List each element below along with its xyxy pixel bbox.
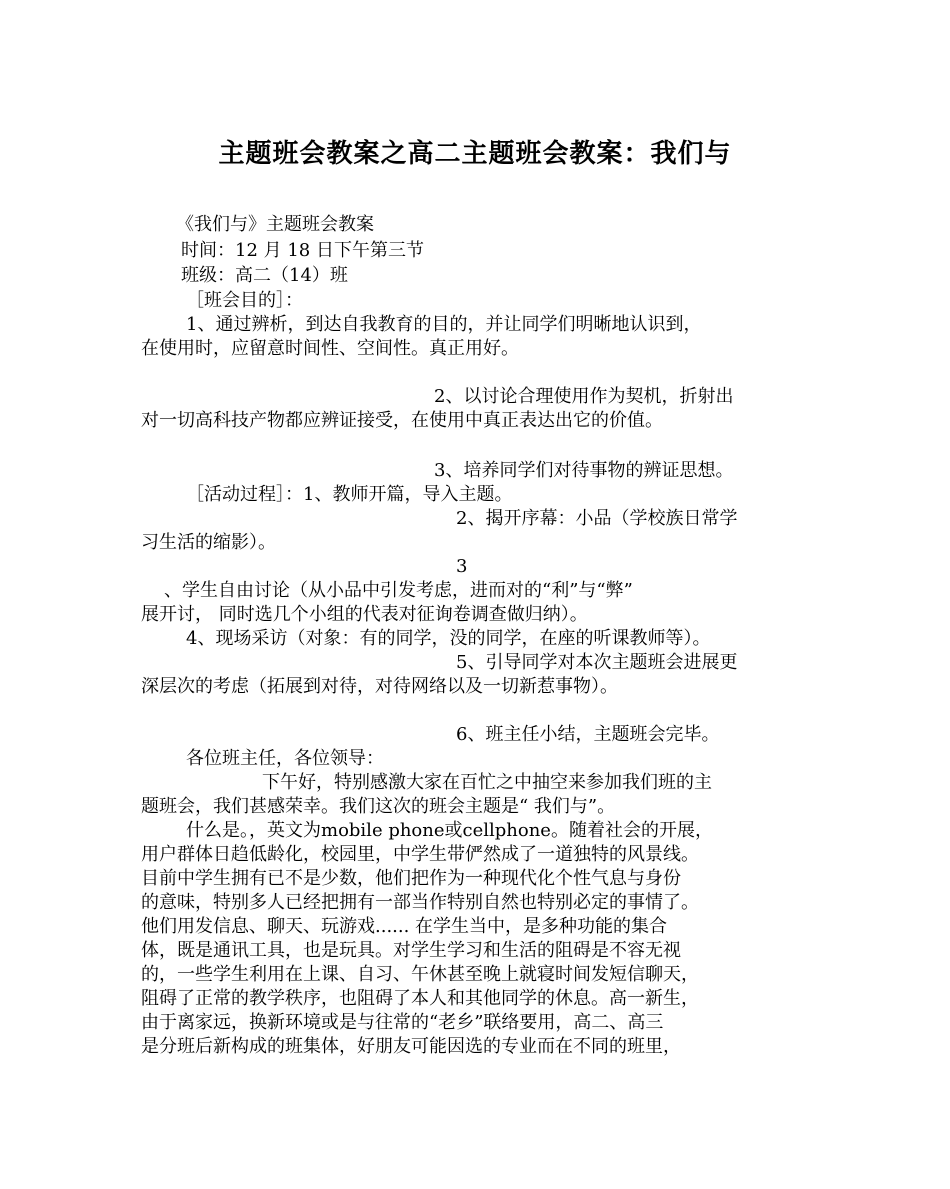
text-line: 深层次的考虑（拓展到对待，对待网络以及一切新惹事物）。 [141,676,618,697]
text-line: 的意味，特别多人已经把拥有一部当作特别自然也特别必定的事情了。 [141,892,699,913]
text-line: 是分班后新构成的班集体，好朋友可能因选的专业而在不同的班里， [141,1036,681,1057]
text-line: ［班会目的］： [186,290,303,311]
text-line: 题班会，我们甚感荣幸。我们这次的班会主题是“ 我们与”。 [141,796,616,817]
text-line: 2、以讨论合理使用作为契机，折射出 [434,386,734,407]
text-line: 下午好，特别感激大家在百忙之中抽空来参加我们班的主 [262,772,712,793]
text-line: 用户群体日趋低龄化，校园里，中学生带俨然成了一道独特的风景线。 [141,844,699,865]
document-title: 主题班会教案之高二主题班会教案：我们与 [218,139,732,169]
text-line: 各位班主任，各位领导： [186,748,384,769]
text-line: ［活动过程］：1、教师开篇，导入主题。 [186,484,513,505]
text-line: 3、培养同学们对待事物的辨证思想。 [434,460,734,481]
text-line: 目前中学生拥有已不是少数，他们把作为一种现代化个性气息与身份 [141,868,681,889]
text-line: 的，一些学生利用在上课、自习、午休甚至晚上就寝时间发短信聊天， [141,964,699,985]
text-line: 在使用时，应留意时间性、空间性。真正用好。 [141,338,519,359]
text-line: 5、引导同学对本次主题班会进展更 [456,652,738,673]
text-line: 《我们与》主题班会教案 [176,214,374,235]
text-line: 什么是。，英文为mobile phone或cellphone。随着社会的开展， [186,820,713,841]
text-line: 时间：12 月 18 日下午第三节 [181,240,424,261]
text-line: 习生活的缩影）。 [141,532,276,553]
text-line: 展开讨， 同时选几个小组的代表对征询卷调查做归纳）。 [141,604,588,625]
text-line: 班级：高二（14）班 [181,265,348,286]
text-line: 、学生自由讨论（从小品中引发考虑，进而对的“利”与“弊” [164,580,633,601]
text-line: 阻碍了正常的教学秩序，也阻碍了本人和其他同学的休息。高一新生， [141,988,699,1009]
text-line: 3 [456,556,468,577]
text-line: 对一切高科技产物都应辨证接受，在使用中真正表达出它的价值。 [141,410,663,431]
text-line: 6、班主任小结，主题班会完毕。 [456,724,720,745]
text-line: 他们用发信息、聊天、玩游戏...... 在学生当中，是多种功能的集合 [141,916,668,937]
text-line: 2、揭开序幕：小品（学校族日常学 [456,508,738,529]
text-line: 4、现场采访（对象：有的同学，没的同学，在座的听课教师等）。 [186,628,711,649]
text-line: 体，既是通讯工具，也是玩具。对学生学习和生活的阻碍是不容无视 [141,940,681,961]
text-line: 1、通过辨析，到达自我教育的目的，并让同学们明晰地认识到， [186,314,702,335]
text-line: 由于离家远，换新环境或是与往常的“老乡”联络要用，高二、高三 [141,1012,664,1033]
